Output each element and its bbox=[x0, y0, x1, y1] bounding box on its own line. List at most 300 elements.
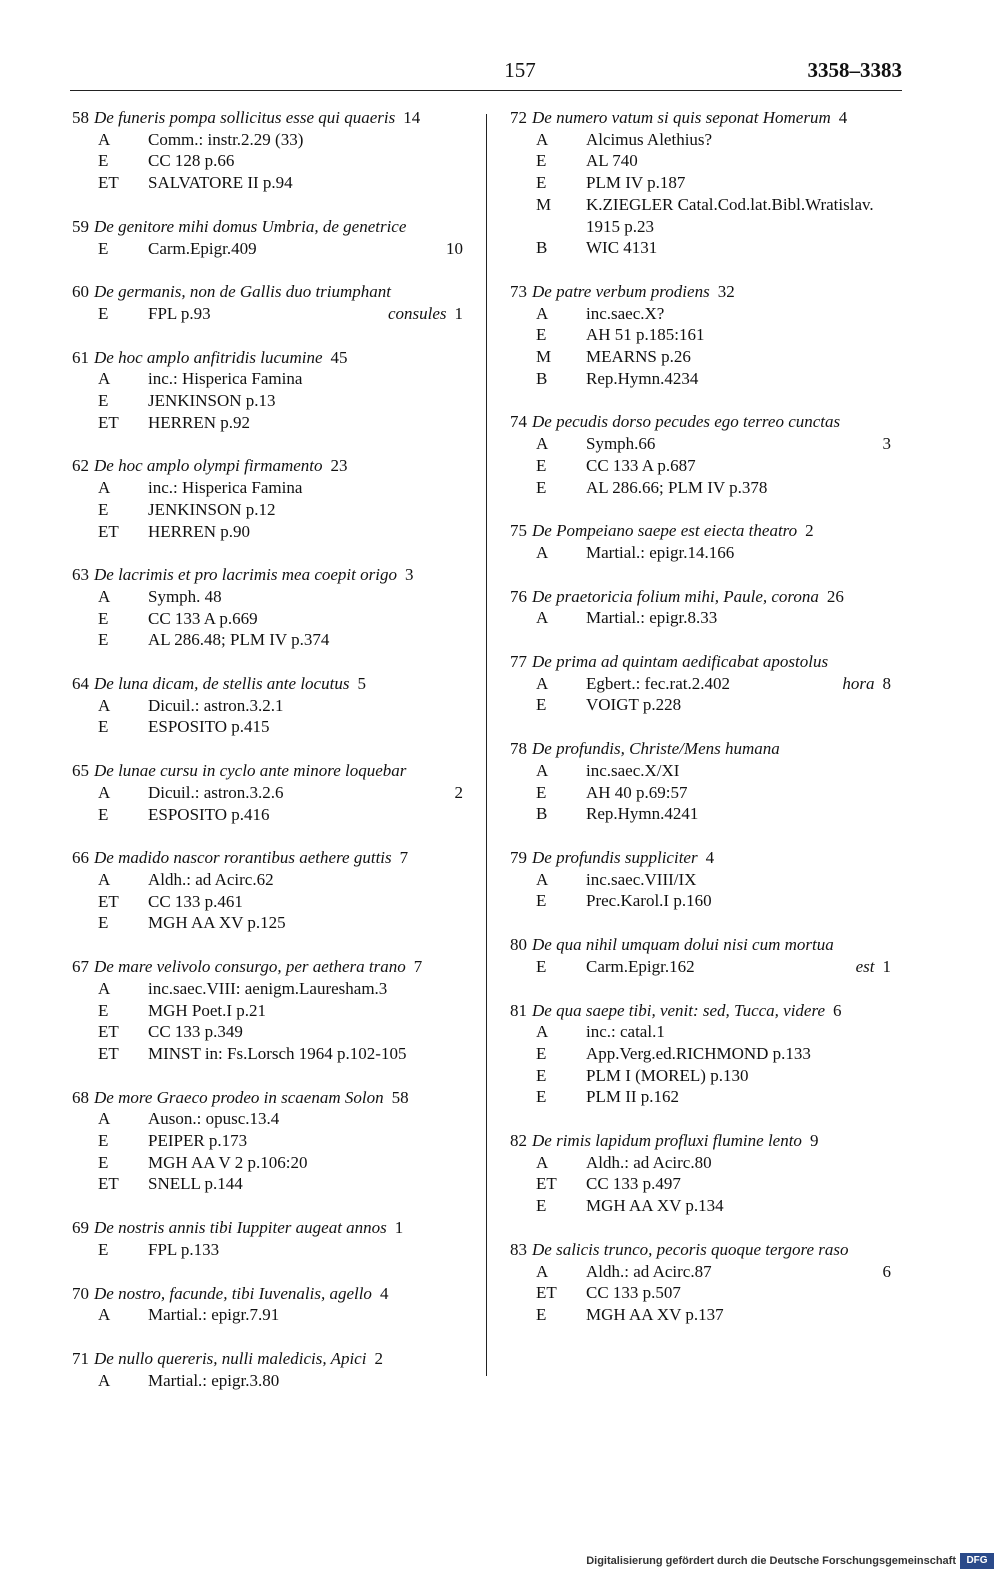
reference-text: Martial.: epigr.7.91 bbox=[148, 1305, 280, 1325]
reference-line bbox=[72, 521, 477, 543]
entry-headline bbox=[510, 847, 905, 869]
entry-incipit: De pecudis dorso pecudes ego terreo cunctas bbox=[532, 412, 841, 432]
catalog-entry bbox=[510, 934, 905, 977]
entry-incipit: De nullo quereris, nulli maledicis, Apici bbox=[94, 1348, 367, 1368]
entry-number: 82 bbox=[510, 1131, 527, 1151]
reference-text: PEIPER p.173 bbox=[148, 1131, 248, 1151]
reference-line bbox=[510, 803, 905, 825]
reference-line bbox=[72, 586, 477, 608]
entry-headline bbox=[72, 673, 477, 695]
entry-headline bbox=[72, 760, 477, 782]
reference-line bbox=[72, 695, 477, 717]
entry-incipit: De germanis, non de Gallis duo triumphant bbox=[94, 282, 392, 302]
reference-type: E bbox=[98, 1239, 109, 1259]
reference-text: HERREN p.90 bbox=[148, 521, 250, 541]
reference-line bbox=[72, 172, 477, 194]
reference-line bbox=[510, 1152, 905, 1174]
entry-incipit: De Pompeiano saepe est eiecta theatro bbox=[532, 521, 798, 541]
entry-headline bbox=[72, 956, 477, 978]
reference-type: E bbox=[98, 913, 109, 933]
reference-line bbox=[72, 150, 477, 172]
reference-line bbox=[72, 1130, 477, 1152]
entry-headline bbox=[510, 107, 905, 129]
right-column bbox=[510, 107, 905, 1348]
reference-text: Carm.Epigr.409 bbox=[148, 238, 257, 258]
catalog-entry bbox=[510, 1239, 905, 1326]
reference-type: E bbox=[536, 173, 547, 193]
reference-line bbox=[72, 804, 477, 826]
catalog-entry bbox=[72, 1283, 477, 1326]
entry-line-count: 3 bbox=[882, 434, 891, 454]
reference-text: AL 286.48; PLM IV p.374 bbox=[148, 630, 330, 650]
reference-type: E bbox=[98, 499, 109, 519]
reference-type: A bbox=[536, 542, 549, 562]
entry-number: 69 bbox=[72, 1218, 89, 1238]
reference-trailer bbox=[446, 238, 463, 260]
reference-line bbox=[510, 324, 905, 346]
reference-text: Symph.66 bbox=[586, 434, 656, 454]
reference-type: A bbox=[98, 478, 111, 498]
entry-number: 78 bbox=[510, 739, 527, 759]
catalog-entry bbox=[510, 1000, 905, 1109]
reference-line bbox=[72, 912, 477, 934]
entry-incipit: De qua saepe tibi, venit: sed, Tucca, videre bbox=[532, 1000, 826, 1020]
catalog-entry bbox=[510, 107, 905, 259]
entry-number: 83 bbox=[510, 1239, 527, 1259]
reference-text: Aldh.: ad Acirc.80 bbox=[586, 1152, 712, 1172]
reference-text: Martial.: epigr.14.166 bbox=[586, 542, 735, 562]
reference-type: M bbox=[536, 347, 552, 367]
catalog-entry bbox=[72, 760, 477, 825]
entry-headline bbox=[510, 738, 905, 760]
reference-line bbox=[510, 237, 905, 259]
reference-text: CC 133 p.349 bbox=[148, 1022, 243, 1042]
catalog-entry bbox=[510, 586, 905, 629]
header-rule bbox=[70, 90, 902, 91]
reference-text: inc.: Hisperica Famina bbox=[148, 478, 303, 498]
entry-headline bbox=[510, 651, 905, 673]
reference-text: PLM II p.162 bbox=[586, 1087, 680, 1107]
reference-text: MGH AA XV p.137 bbox=[586, 1304, 724, 1324]
reference-line bbox=[510, 760, 905, 782]
reference-type: E bbox=[536, 1304, 547, 1324]
page-number: 157 bbox=[504, 58, 536, 82]
reference-line bbox=[510, 368, 905, 390]
entry-headline bbox=[510, 586, 905, 608]
column-divider bbox=[486, 114, 487, 1376]
entry-incipit: De more Graeco prodeo in scaenam Solon bbox=[94, 1087, 384, 1107]
reference-text: SNELL p.144 bbox=[148, 1174, 243, 1194]
reference-type: E bbox=[98, 238, 109, 258]
reference-text: MGH AA V 2 p.106:20 bbox=[148, 1152, 308, 1172]
reference-line bbox=[72, 1000, 477, 1022]
entry-line-count: 6 bbox=[833, 1000, 842, 1020]
reference-type: A bbox=[98, 586, 111, 606]
reference-line bbox=[72, 1239, 477, 1261]
entry-number: 72 bbox=[510, 108, 527, 127]
entry-incipit: De mare velivolo consurgo, per aethera trano bbox=[94, 957, 406, 977]
entry-number: 74 bbox=[510, 412, 527, 432]
reference-text: HERREN p.92 bbox=[148, 412, 250, 432]
reference-text: MGH AA XV p.134 bbox=[586, 1196, 724, 1216]
entry-number: 76 bbox=[510, 586, 527, 606]
entry-incipit: De profundis, Christe/Mens humana bbox=[532, 739, 780, 759]
reference-text: Egbert.: fec.rat.2.402 bbox=[586, 673, 730, 693]
reference-line bbox=[72, 238, 477, 260]
entry-number: 63 bbox=[72, 565, 89, 585]
reference-line bbox=[510, 150, 905, 172]
entry-incipit: De salicis trunco, pecoris quoque tergore raso bbox=[532, 1239, 849, 1259]
entry-line-count: 4 bbox=[705, 847, 715, 867]
reference-text: AH 51 p.185:161 bbox=[586, 325, 705, 345]
reference-text: App.Verg.ed.RICHMOND p.133 bbox=[586, 1043, 811, 1063]
reference-line bbox=[72, 1108, 477, 1130]
reference-type: ET bbox=[98, 891, 119, 911]
entry-headline bbox=[72, 347, 477, 369]
entry-line-count: 10 bbox=[446, 238, 463, 258]
reference-text: AH 40 p.69:57 bbox=[586, 782, 688, 802]
reference-text: Symph. 48 bbox=[148, 586, 222, 606]
reference-line bbox=[72, 782, 477, 804]
entry-incipit: De lunae cursu in cyclo ante minore loquebar bbox=[94, 761, 407, 781]
reference-type: ET bbox=[98, 1022, 119, 1042]
reference-type: A bbox=[536, 1022, 549, 1042]
reference-type: ET bbox=[98, 521, 119, 541]
reference-line bbox=[72, 412, 477, 434]
entry-headline bbox=[72, 281, 477, 303]
entry-headline bbox=[72, 1087, 477, 1109]
entry-incipit: De profundis suppliciter bbox=[532, 847, 698, 867]
reference-text: AL 740 bbox=[586, 151, 638, 171]
entry-headline bbox=[72, 1348, 477, 1370]
reference-line bbox=[510, 782, 905, 804]
reference-line bbox=[72, 499, 477, 521]
entry-headline bbox=[72, 455, 477, 477]
reference-type: E bbox=[536, 1087, 547, 1107]
reference-text: Rep.Hymn.4241 bbox=[586, 804, 699, 824]
reference-text: Rep.Hymn.4234 bbox=[586, 368, 699, 388]
reference-text: inc.saec.VIII/IX bbox=[586, 869, 697, 889]
reference-line bbox=[510, 1282, 905, 1304]
entry-headline bbox=[510, 520, 905, 542]
reference-text: Carm.Epigr.162 bbox=[586, 956, 695, 976]
entry-line-count: 26 bbox=[826, 586, 844, 606]
reference-type: E bbox=[536, 325, 547, 345]
reference-type: A bbox=[536, 303, 549, 323]
entry-number: 59 bbox=[72, 216, 89, 236]
entry-headline bbox=[510, 1239, 905, 1261]
reference-line bbox=[510, 1304, 905, 1326]
reference-line bbox=[510, 1086, 905, 1108]
reference-line bbox=[510, 303, 905, 325]
catalog-entry bbox=[510, 847, 905, 912]
left-column bbox=[72, 107, 477, 1413]
reference-line bbox=[72, 716, 477, 738]
reference-line bbox=[510, 1195, 905, 1217]
reference-type: E bbox=[536, 891, 547, 911]
catalog-entry bbox=[72, 847, 477, 934]
reference-line bbox=[510, 1261, 905, 1283]
reference-type: E bbox=[536, 477, 547, 497]
reference-text: Auson.: opusc.13.4 bbox=[148, 1109, 280, 1129]
reference-line bbox=[510, 477, 905, 499]
reference-text: inc.saec.X? bbox=[586, 303, 665, 323]
reference-line bbox=[510, 607, 905, 629]
reference-type: A bbox=[98, 1109, 111, 1129]
reference-line bbox=[72, 1173, 477, 1195]
reference-type: E bbox=[98, 391, 109, 411]
catalog-entry bbox=[510, 281, 905, 390]
reference-line bbox=[72, 608, 477, 630]
reference-text: Dicuil.: astron.3.2.6 bbox=[148, 782, 284, 802]
entry-headline bbox=[510, 934, 905, 956]
entry-line-count: 6 bbox=[882, 1261, 891, 1281]
reference-line bbox=[510, 1065, 905, 1087]
reference-line bbox=[510, 542, 905, 564]
reference-line bbox=[510, 1173, 905, 1195]
incipit-end-word: est bbox=[855, 956, 875, 976]
reference-type: E bbox=[98, 303, 109, 323]
entry-line-count: 2 bbox=[374, 1348, 383, 1368]
reference-text: FPL p.93 bbox=[148, 303, 211, 323]
reference-line bbox=[72, 368, 477, 390]
entry-number: 79 bbox=[510, 847, 527, 867]
reference-text: Martial.: epigr.3.80 bbox=[148, 1370, 280, 1390]
entry-number: 60 bbox=[72, 282, 89, 302]
reference-line bbox=[510, 129, 905, 151]
reference-type: E bbox=[98, 1131, 109, 1151]
entry-incipit: De prima ad quintam aedificabat apostolus bbox=[532, 652, 829, 672]
entry-range: 3358–3383 bbox=[807, 58, 902, 82]
catalog-entry bbox=[72, 1217, 477, 1260]
entry-number: 71 bbox=[72, 1348, 89, 1368]
reference-text: MINST in: Fs.Lorsch 1964 p.102-105 bbox=[148, 1043, 407, 1063]
entry-headline bbox=[510, 1130, 905, 1152]
reference-type: E bbox=[536, 1065, 547, 1085]
reference-type: A bbox=[98, 129, 111, 149]
reference-type: A bbox=[536, 129, 549, 149]
catalog-entry bbox=[510, 520, 905, 563]
reference-text: CC 133 A p.687 bbox=[586, 455, 696, 475]
reference-line bbox=[72, 477, 477, 499]
catalog-entry bbox=[510, 651, 905, 716]
reference-text: JENKINSON p.12 bbox=[148, 499, 276, 519]
reference-text: inc.saec.VIII: aenigm.Lauresham.3 bbox=[148, 978, 388, 998]
reference-type: E bbox=[98, 630, 109, 650]
reference-type: A bbox=[98, 978, 111, 998]
reference-type: ET bbox=[98, 173, 119, 193]
entry-line-count: 32 bbox=[717, 281, 735, 301]
reference-line bbox=[72, 1304, 477, 1326]
entry-incipit: De hoc amplo anfitridis lucumine bbox=[94, 347, 323, 367]
reference-type: E bbox=[98, 717, 109, 737]
footer bbox=[0, 1551, 1000, 1575]
catalog-entry bbox=[72, 1348, 477, 1391]
entry-line-count: 2 bbox=[805, 521, 814, 541]
reference-line bbox=[72, 129, 477, 151]
entry-incipit: De hoc amplo olympi firmamento bbox=[94, 456, 323, 476]
entry-incipit: De lacrimis et pro lacrimis mea coepit origo bbox=[94, 565, 397, 585]
reference-line bbox=[510, 1043, 905, 1065]
entry-incipit: De nostris annis tibi Iuppiter augeat annos bbox=[94, 1218, 387, 1238]
catalog-entry bbox=[72, 216, 477, 259]
catalog-entry bbox=[72, 455, 477, 542]
entry-number: 80 bbox=[510, 935, 527, 955]
reference-trailer bbox=[883, 1261, 892, 1283]
entry-number: 77 bbox=[510, 652, 527, 672]
reference-trailer bbox=[455, 782, 464, 804]
reference-text: Comm.: instr.2.29 (33) bbox=[148, 129, 304, 149]
entry-incipit: De patre verbum prodiens bbox=[532, 281, 710, 301]
reference-line bbox=[510, 433, 905, 455]
entry-line-count: 23 bbox=[330, 456, 348, 476]
entry-line-count: 7 bbox=[399, 848, 409, 868]
entry-number: 70 bbox=[72, 1283, 89, 1303]
reference-text: CC 133 p.497 bbox=[586, 1174, 681, 1194]
catalog-entry bbox=[72, 107, 477, 194]
reference-text: Aldh.: ad Acirc.87 bbox=[586, 1261, 712, 1281]
reference-trailer bbox=[856, 956, 891, 978]
entry-number: 58 bbox=[72, 108, 89, 127]
entry-line-count: 5 bbox=[357, 674, 366, 694]
reference-text: Dicuil.: astron.3.2.1 bbox=[148, 695, 284, 715]
entry-incipit: De luna dicam, de stellis ante locutus bbox=[94, 674, 350, 694]
entry-incipit: De rimis lapidum profluxi flumine lento bbox=[532, 1131, 802, 1151]
reference-line bbox=[510, 1021, 905, 1043]
reference-text: MEARNS p.26 bbox=[586, 347, 691, 367]
reference-type: A bbox=[536, 1261, 549, 1281]
reference-type: A bbox=[98, 369, 111, 389]
reference-type: E bbox=[98, 1152, 109, 1172]
catalog-entry bbox=[72, 956, 477, 1065]
entry-line-count: 1 bbox=[882, 956, 891, 976]
entry-incipit: De nostro, facunde, tibi Iuvenalis, agello bbox=[94, 1283, 372, 1303]
reference-type: E bbox=[536, 151, 547, 171]
entry-line-count: 58 bbox=[391, 1087, 409, 1107]
entry-incipit: De praetoricia folium mihi, Paule, corona bbox=[532, 586, 819, 606]
reference-type: E bbox=[98, 151, 109, 171]
reference-line bbox=[510, 194, 905, 216]
entry-line-count: 45 bbox=[330, 347, 348, 367]
reference-type: E bbox=[536, 1043, 547, 1063]
reference-type: A bbox=[98, 1305, 111, 1325]
entry-line-count: 1 bbox=[454, 303, 463, 323]
reference-line bbox=[72, 1021, 477, 1043]
entry-incipit: De madido nascor rorantibus aethere guttis bbox=[94, 848, 392, 868]
reference-type: ET bbox=[98, 1043, 119, 1063]
reference-type: ET bbox=[98, 1174, 119, 1194]
reference-text: Aldh.: ad Acirc.62 bbox=[148, 869, 274, 889]
catalog-entry bbox=[510, 411, 905, 498]
reference-type: A bbox=[536, 760, 549, 780]
entry-number: 67 bbox=[72, 957, 89, 977]
entry-number: 64 bbox=[72, 674, 89, 694]
reference-text: CC 128 p.66 bbox=[148, 151, 235, 171]
reference-text: FPL p.133 bbox=[148, 1239, 220, 1259]
reference-type: B bbox=[536, 804, 548, 824]
reference-type: E bbox=[536, 455, 547, 475]
reference-continuation: 1915 p.23 bbox=[586, 216, 654, 236]
reference-line bbox=[72, 303, 477, 325]
reference-text: CC 133 p.461 bbox=[148, 891, 243, 911]
entry-incipit: De genitore mihi domus Umbria, de genetrice bbox=[94, 216, 407, 236]
reference-line bbox=[510, 890, 905, 912]
reference-text: JENKINSON p.13 bbox=[148, 391, 276, 411]
reference-trailer bbox=[842, 673, 891, 695]
reference-type: A bbox=[98, 782, 111, 802]
reference-text: PLM IV p.187 bbox=[586, 173, 686, 193]
entry-incipit: De qua nihil umquam dolui nisi cum mortua bbox=[532, 935, 834, 955]
entry-number: 81 bbox=[510, 1000, 527, 1020]
reference-text: PLM I (MOREL) p.130 bbox=[586, 1065, 749, 1085]
reference-type: A bbox=[536, 434, 549, 454]
entry-incipit: De funeris pompa sollicitus esse qui quaeris bbox=[94, 108, 396, 127]
entry-headline bbox=[72, 216, 477, 238]
reference-line bbox=[72, 978, 477, 1000]
catalog-entry bbox=[72, 281, 477, 324]
reference-text: inc.saec.X/XI bbox=[586, 760, 680, 780]
reference-type: A bbox=[536, 869, 549, 889]
reference-type: A bbox=[98, 1370, 111, 1390]
reference-text: WIC 4131 bbox=[586, 238, 658, 258]
reference-text: CC 133 p.507 bbox=[586, 1283, 681, 1303]
reference-line bbox=[510, 869, 905, 891]
reference-type: E bbox=[98, 608, 109, 628]
reference-text: Alcimus Alethius? bbox=[586, 129, 713, 149]
entry-headline bbox=[72, 847, 477, 869]
reference-text: CC 133 A p.669 bbox=[148, 608, 258, 628]
reference-text: SALVATORE II p.94 bbox=[148, 173, 293, 193]
entry-line-count: 7 bbox=[413, 957, 423, 977]
catalog-entry bbox=[72, 1087, 477, 1196]
entry-line-count: 9 bbox=[809, 1131, 819, 1151]
catalog-entry bbox=[510, 738, 905, 825]
entry-headline bbox=[510, 281, 905, 303]
reference-type: E bbox=[536, 695, 547, 715]
entry-line-count: 8 bbox=[882, 673, 891, 693]
entry-headline bbox=[72, 564, 477, 586]
reference-type: A bbox=[536, 673, 549, 693]
reference-type: ET bbox=[98, 412, 119, 432]
reference-line bbox=[72, 390, 477, 412]
entry-headline bbox=[72, 1283, 477, 1305]
dfg-logo: DFG bbox=[960, 1553, 994, 1569]
reference-text: VOIGT p.228 bbox=[586, 695, 682, 715]
catalog-entry bbox=[72, 564, 477, 651]
entry-number: 66 bbox=[72, 848, 89, 868]
catalog-entry bbox=[72, 347, 477, 434]
catalog-entry bbox=[510, 1130, 905, 1217]
reference-type: B bbox=[536, 368, 548, 388]
reference-type: E bbox=[536, 956, 547, 976]
reference-text: MGH AA XV p.125 bbox=[148, 913, 286, 933]
entry-headline bbox=[510, 1000, 905, 1022]
reference-text: ESPOSITO p.415 bbox=[148, 717, 270, 737]
reference-line bbox=[510, 694, 905, 716]
reference-line bbox=[510, 172, 905, 194]
reference-trailer bbox=[388, 303, 463, 325]
reference-text: inc.: Hisperica Famina bbox=[148, 369, 303, 389]
page-header bbox=[70, 0, 902, 92]
reference-line bbox=[72, 869, 477, 891]
reference-type: A bbox=[98, 869, 111, 889]
entry-number: 75 bbox=[510, 521, 527, 541]
entry-number: 62 bbox=[72, 456, 89, 476]
reference-line bbox=[72, 1043, 477, 1065]
reference-line bbox=[510, 673, 905, 695]
catalog-entry bbox=[72, 673, 477, 738]
entry-number: 73 bbox=[510, 281, 527, 301]
